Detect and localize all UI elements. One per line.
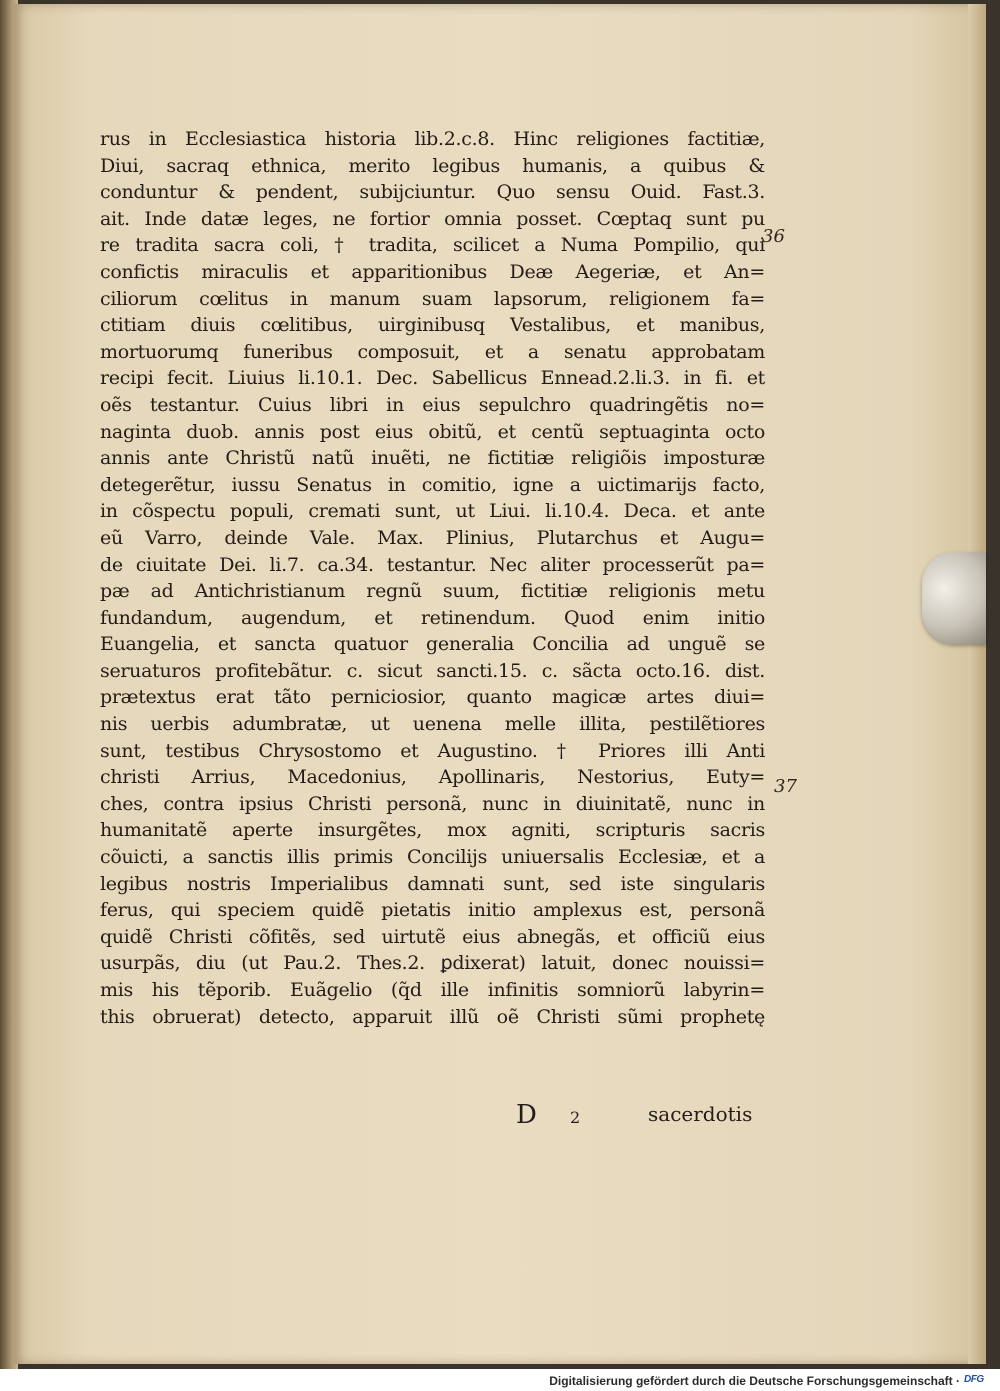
signature-mark: D (516, 1100, 537, 1130)
text-line: sunt, testibus Chrysostomo et Augustino. † Priores illi Anti (100, 739, 765, 762)
text-line: recipi fecit. Liuius li.10.1. Dec. Sabellicus Ennead.2.li.3. in fi. et (100, 367, 765, 390)
marginal-note-37: 37 (774, 776, 797, 797)
credit-text: Digitalisierung gefördert durch die Deutsche Forschungsgemeinschaft · (549, 1374, 960, 1388)
text-line: christi Arrius, Macedonius, Apollinaris, Nestorius, Euty= (100, 766, 765, 789)
credit-bar (0, 1369, 1000, 1391)
marginal-note-36: 36 (762, 226, 785, 247)
text-line: quidẽ Christi cõfitẽs, sed uirtutẽ eius abnegãs, et officiũ eius (100, 925, 765, 948)
text-line: ches, contra ipsius Christi personã, nunc in diuinitatẽ, nunc in (100, 792, 765, 815)
text-line: nis uerbis adumbratæ, ut uenena melle illita, pestilẽtiores (100, 713, 765, 736)
text-line: fundandum, augendum, et retinendum. Quod enim initio (100, 606, 765, 629)
text-line: re tradita sacra coli, † tradita, scilicet a Numa Pompilio, qui (100, 234, 765, 257)
text-line: conduntur & pendent, subijciuntur. Quo sensu Ouid. Fast.3. (100, 181, 765, 204)
text-line: de ciuitate Dei. li.7. ca.34. testantur. Nec aliter processerũt pa= (100, 553, 765, 576)
text-line: ciliorum cœlitus in manum suam lapsorum, religionem fa= (100, 287, 765, 310)
text-line: this obruerat) detecto, apparuit illũ oẽ Christi sũmi prophetę (100, 1005, 765, 1028)
book-clasp (922, 552, 986, 644)
text-line: rus in Ecclesiastica historia lib.2.c.8. Hinc religiones factitiæ, (100, 128, 765, 150)
text-line: pæ ad Antichristianum regnũ suum, fictitiæ religionis metu (100, 580, 765, 603)
text-line: ferus, qui speciem quidẽ pietatis initio amplexus est, personã (100, 899, 765, 922)
text-line: mis his tẽporib. Euãgelio (q̃d ille infinitis somniorũ labyrin= (100, 979, 765, 1001)
text-line: Diui, sacraq ethnica, merito legibus humanis, a quibus & (100, 154, 765, 177)
text-line: naginta duob. annis post eius obitũ, et centũ septuaginta octo (100, 420, 765, 443)
page-fore-edge (968, 4, 986, 1364)
body-text (100, 126, 765, 1030)
text-line: confictis miraculis et apparitionibus Deæ Aegeriæ, et An= (100, 260, 765, 283)
text-line: annis ante Christũ natũ inuẽti, ne fictitiæ religiõis imposturæ (100, 447, 765, 470)
text-line: cõuicti, a sanctis illis primis Concilijs uniuersalis Ecclesiæ, et a (100, 846, 765, 869)
text-line: detegerẽtur, iussu Senatus in comitio, igne a uictimarijs facto, (100, 473, 765, 496)
text-line: eũ Varro, deinde Vale. Max. Plinius, Plutarchus et Augu= (100, 526, 765, 549)
text-line: oẽs testantur. Cuius libri in eius sepulchro quadringẽtis no= (100, 393, 765, 416)
text-line: legibus nostris Imperialibus damnati sunt, sed iste singularis (100, 872, 765, 895)
text-line: usurpãs, diu (ut Pau.2. Thes.2. ꝑdixerat) latuit, donec nouissi= (100, 952, 765, 975)
text-line: in cõspectu populi, cremati sunt, ut Liui. li.10.4. Deca. et ante (100, 500, 765, 523)
text-line: prætextus erat tãto perniciosior, quanto magicæ artes diui= (100, 686, 765, 709)
text-line: ait. Inde datæ leges, ne fortior omnia posset. Cœptaq sunt pu (100, 207, 765, 230)
dfg-logo-icon: DFG (964, 1374, 984, 1385)
text-line: humanitatẽ aperte insurgẽtes, mox agniti, scripturis sacris (100, 819, 765, 842)
text-line: seruaturos profitebãtur. c. sicut sancti.15. c. sãcta octo.16. dist. (100, 659, 765, 682)
text-line: mortuorumq funeribus composuit, et a senatu approbatam (100, 340, 765, 363)
text-line: ctitiam diuis cœlitibus, uirginibusq Vestalibus, et manibus, (100, 314, 765, 337)
catchword: sacerdotis (648, 1102, 753, 1126)
text-line: Euangelia, et sancta quatuor generalia Concilia ad unguẽ se (100, 633, 765, 656)
signature-number: 2 (570, 1108, 581, 1127)
